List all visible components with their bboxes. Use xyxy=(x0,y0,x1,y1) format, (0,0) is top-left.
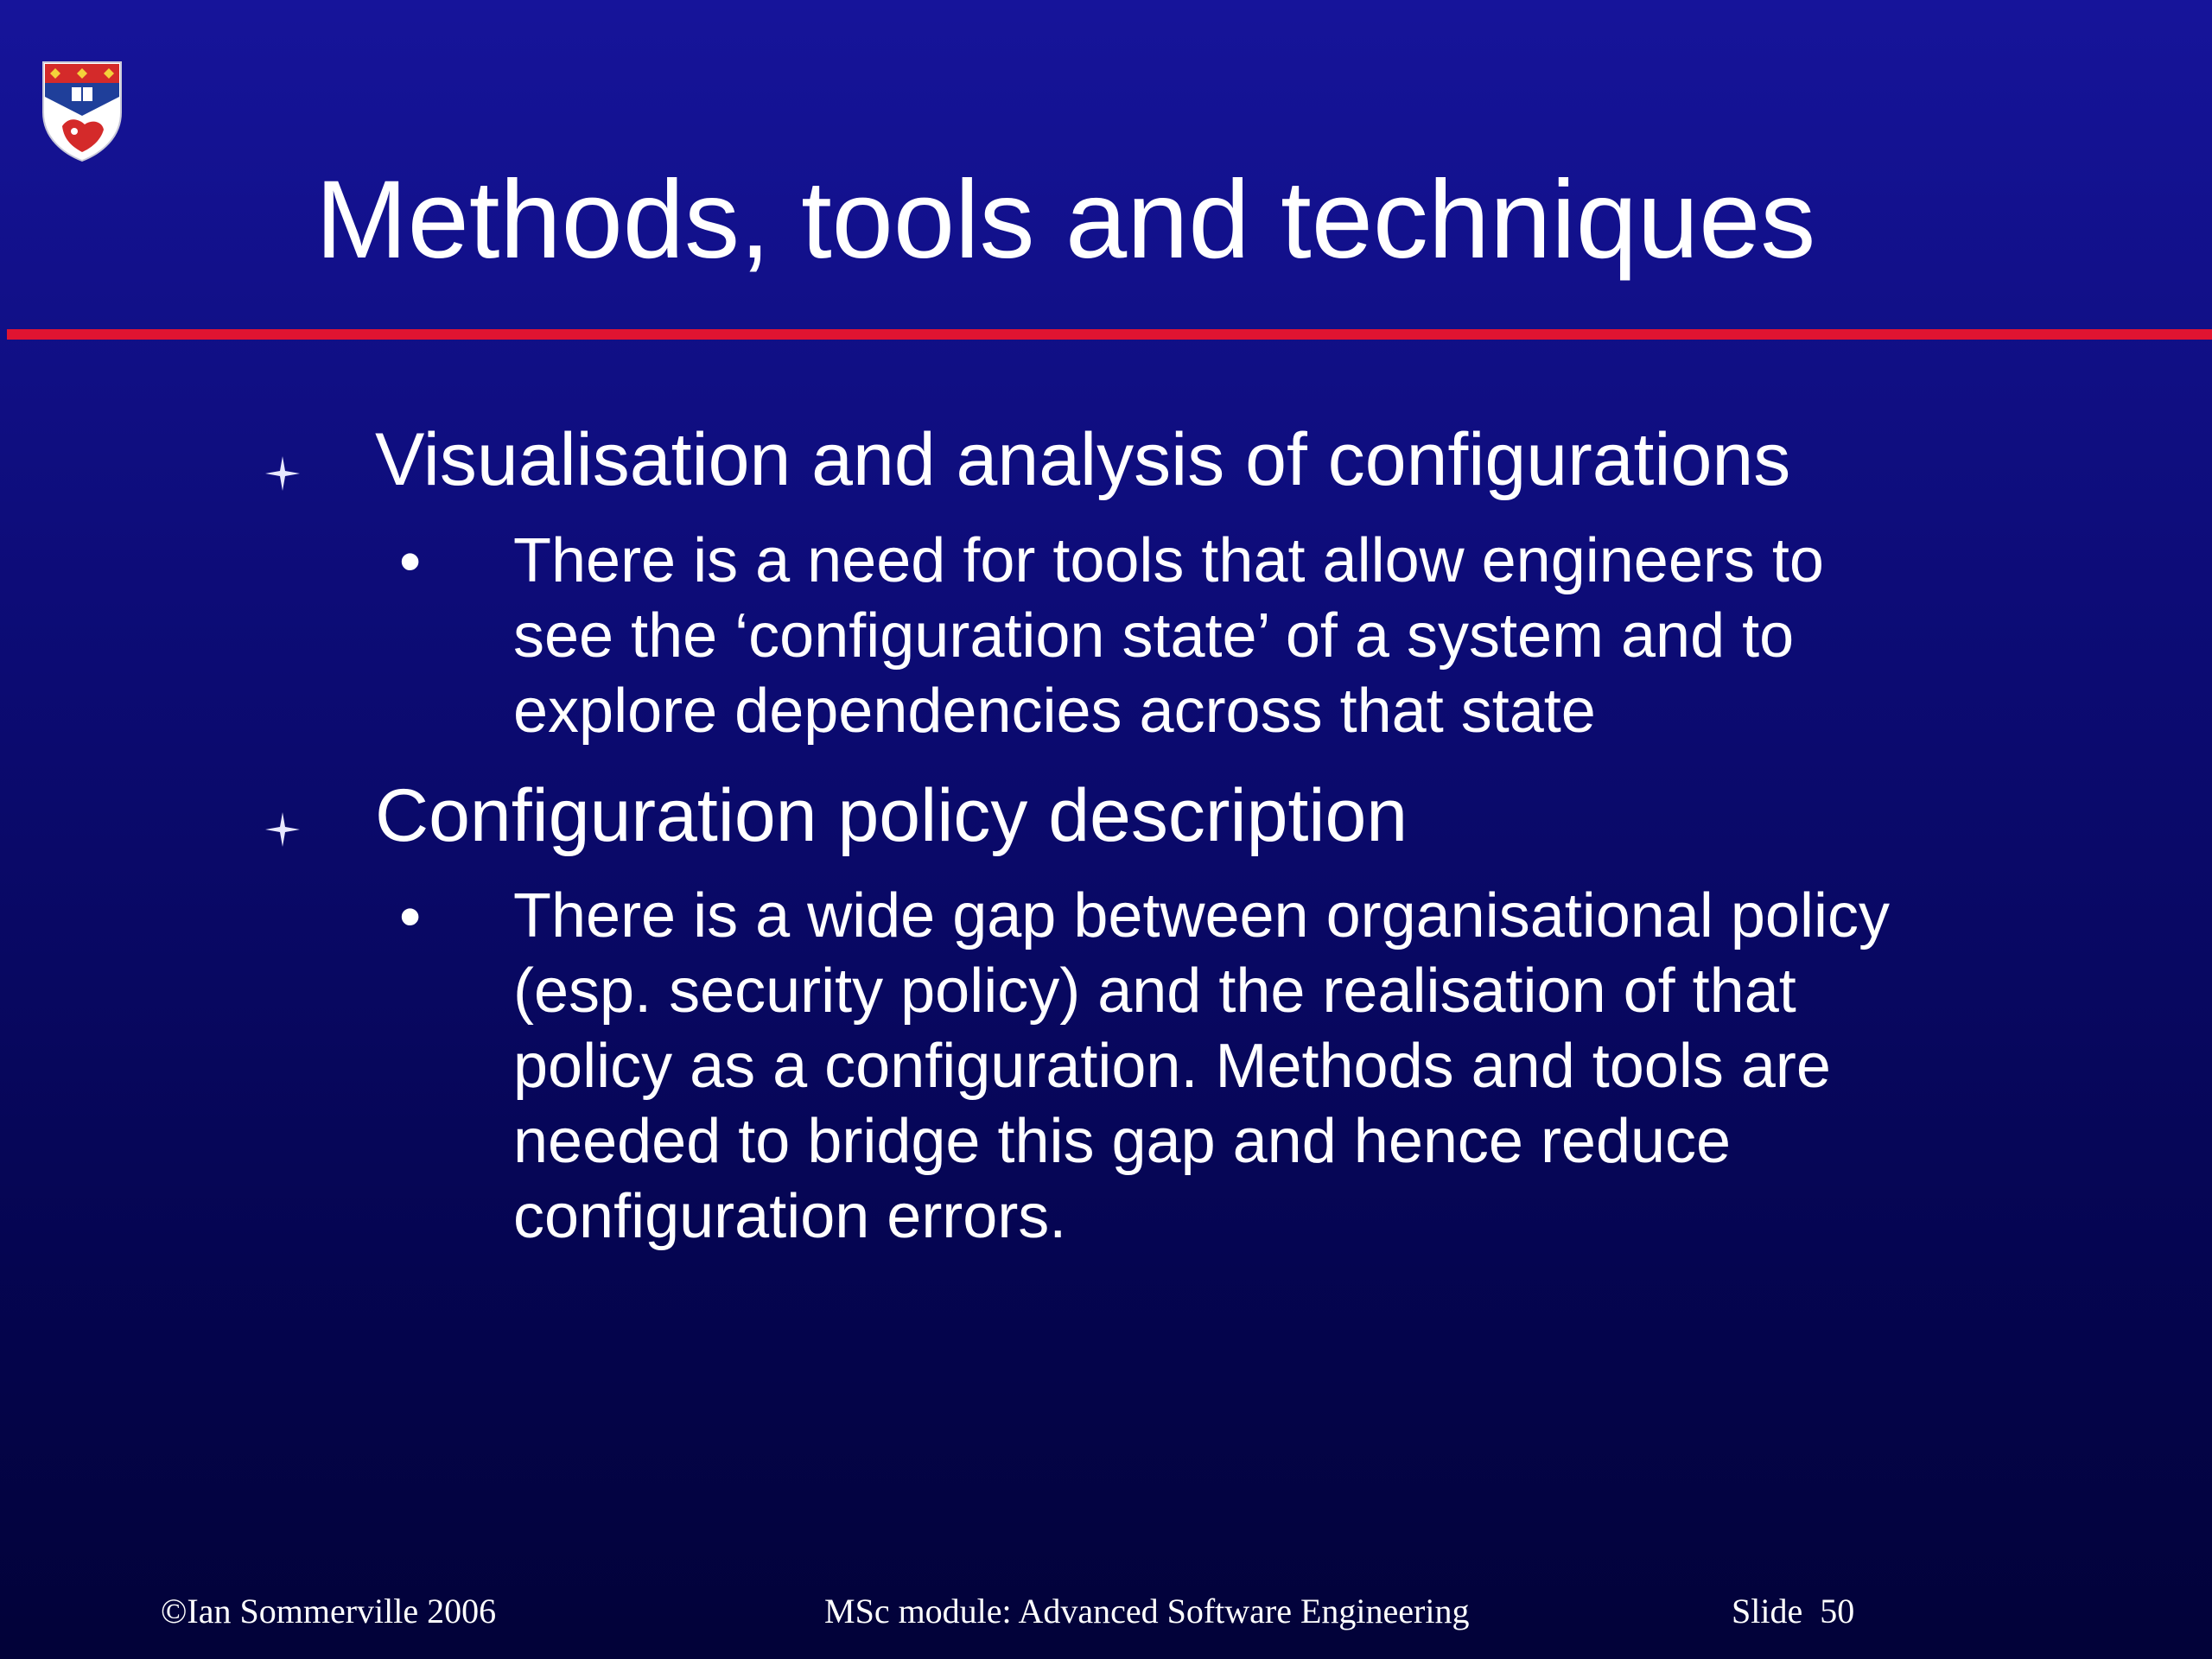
footer-module: MSc module: Advanced Software Engineering xyxy=(824,1592,1470,1630)
sub-bullet-text xyxy=(513,524,2155,749)
sub-bullet-line: There is a wide gap between organisational policy xyxy=(513,881,1890,950)
sub-bullet-line: There is a need for tools that allow engineers to xyxy=(513,526,1824,595)
sub-bullet-line: see the ‘configuration state’ of a system and to xyxy=(513,601,1795,671)
sub-bullet-line: (esp. security policy) and the realisation of that xyxy=(513,957,1796,1026)
sub-bullet-dot: • xyxy=(399,527,422,596)
sub-bullet-line: policy as a configuration. Methods and tools are xyxy=(513,1032,1831,1101)
sub-bullet-text xyxy=(513,879,2155,1255)
sub-bullet-line: configuration errors. xyxy=(513,1182,1067,1251)
sub-bullet-dot: • xyxy=(399,882,422,951)
sub-bullet-line: needed to bridge this gap and hence reduce xyxy=(513,1107,1732,1176)
bullet-heading-configuration-policy: Configuration policy description xyxy=(375,774,1408,857)
footer-slide-number: Slide 50 xyxy=(1732,1592,1855,1630)
bullet-heading-visualisation: Visualisation and analysis of configurations xyxy=(375,418,1791,501)
slide-title: Methods, tools and techniques xyxy=(315,158,1816,282)
footer-copyright: ©Ian Sommerville 2006 xyxy=(161,1592,497,1630)
sub-bullet-line: explore dependencies across that state xyxy=(513,677,1596,746)
four-point-star-icon xyxy=(265,456,300,491)
four-point-star-icon xyxy=(265,812,300,847)
